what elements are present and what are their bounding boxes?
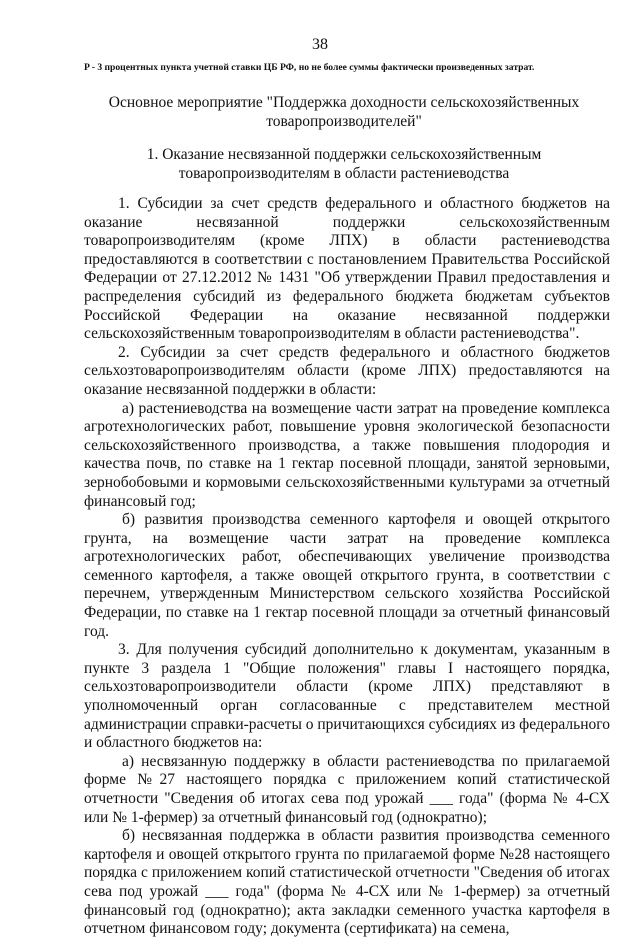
footnote: P - 3 процентных пункта учетной ставки ЦБ РФ, но не более суммы фактически произведенных затрат. bbox=[84, 62, 535, 73]
paragraph-1: 1. Субсидии за счет средств федерального и областного бюджетов на оказание несвязанной поддержки сельскохозяйственным товаропроизводителям (кроме ЛПХ) в области растениеводства предоставляются в соответствии с постановлением Правительства Российской Федерации от 27.12.2012 № 1431 "Об утверждении Правил предоставления и распределения субсидий из федерального бюджета бюджетам субъектов Российской Федерации на оказание несвязанной поддержки сельскохозяйственным товаропроизводителям в области растениеводства". bbox=[84, 195, 610, 343]
paragraph-3b: б) несвязанная поддержка в области развития производства семенного картофеля и овощей открытого грунта по прилагаемой форме №28 настоящего порядка с приложением копий статистической отчетности "Сведения об итогах сева под урожай ___ года" (форма № 4-СХ или № 1-фермер) за отчетный финансовый год (однократно); акта закладки семенного участка картофеля в отчетном финансовом году; документа (сертификата) на семена, bbox=[84, 827, 610, 938]
paragraph-2b: б) развития производства семенного картофеля и овощей открытого грунта, на возмещение части затрат на проведение комплекса агротехнологических работ, обеспечивающих увеличение производства семенного картофеля, а также овощей открытого грунта, в соответствии с перечнем, утвержденным Министерством сельского хозяйства Российской Федерации, по ставке на 1 гектар посевной площади за отчетный финансовый год. bbox=[84, 511, 610, 640]
paragraph-3a: а) несвязанную поддержку в области растениеводства по прилагаемой форме №27 настоящего порядка с приложением копий статистической отчетности "Сведения об итогах сева под урожай ___ года" (форма № 4-СХ или № 1-фермер) за отчетный финансовый год (однократно); bbox=[84, 752, 610, 826]
body-text bbox=[84, 195, 610, 939]
paragraph-2a: а) растениеводства на возмещение части затрат на проведение комплекса агротехнологических работ, повышение уровня экологической безопасности сельскохозяйственного производства, а также повышения плодородия и качества почв, по ставке на 1 гектар посевной площади, занятой зерновыми, зернобобовыми и кормовыми сельскохозяйственными культурами за отчетный финансовый год; bbox=[84, 399, 610, 510]
main-activity-heading: Основное мероприятие "Поддержка доходности сельскохозяйственных товаропроизводителей" bbox=[108, 94, 580, 130]
section-heading: 1. Оказание несвязанной поддержки сельскохозяйственным товаропроизводителям в области растениеводства bbox=[146, 146, 542, 182]
page-number: 38 bbox=[312, 36, 328, 53]
paragraph-3: 3. Для получения субсидий дополнительно к документам, указанным в пункте 3 раздела 1 "Общие положения" главы I настоящего порядка, сельхозтоваропроизводители области (кроме ЛПХ) представляют в уполномоченный орган согласованные с представителем местной администрации справки-расчеты о причитающихся субсидиях из федерального и областного бюджетов на: bbox=[84, 641, 610, 752]
paragraph-2: 2. Субсидии за счет средств федерального и областного бюджетов сельхозтоваропроизводителям области (кроме ЛПХ) предоставляются на оказание несвязанной поддержки в области: bbox=[84, 343, 610, 398]
